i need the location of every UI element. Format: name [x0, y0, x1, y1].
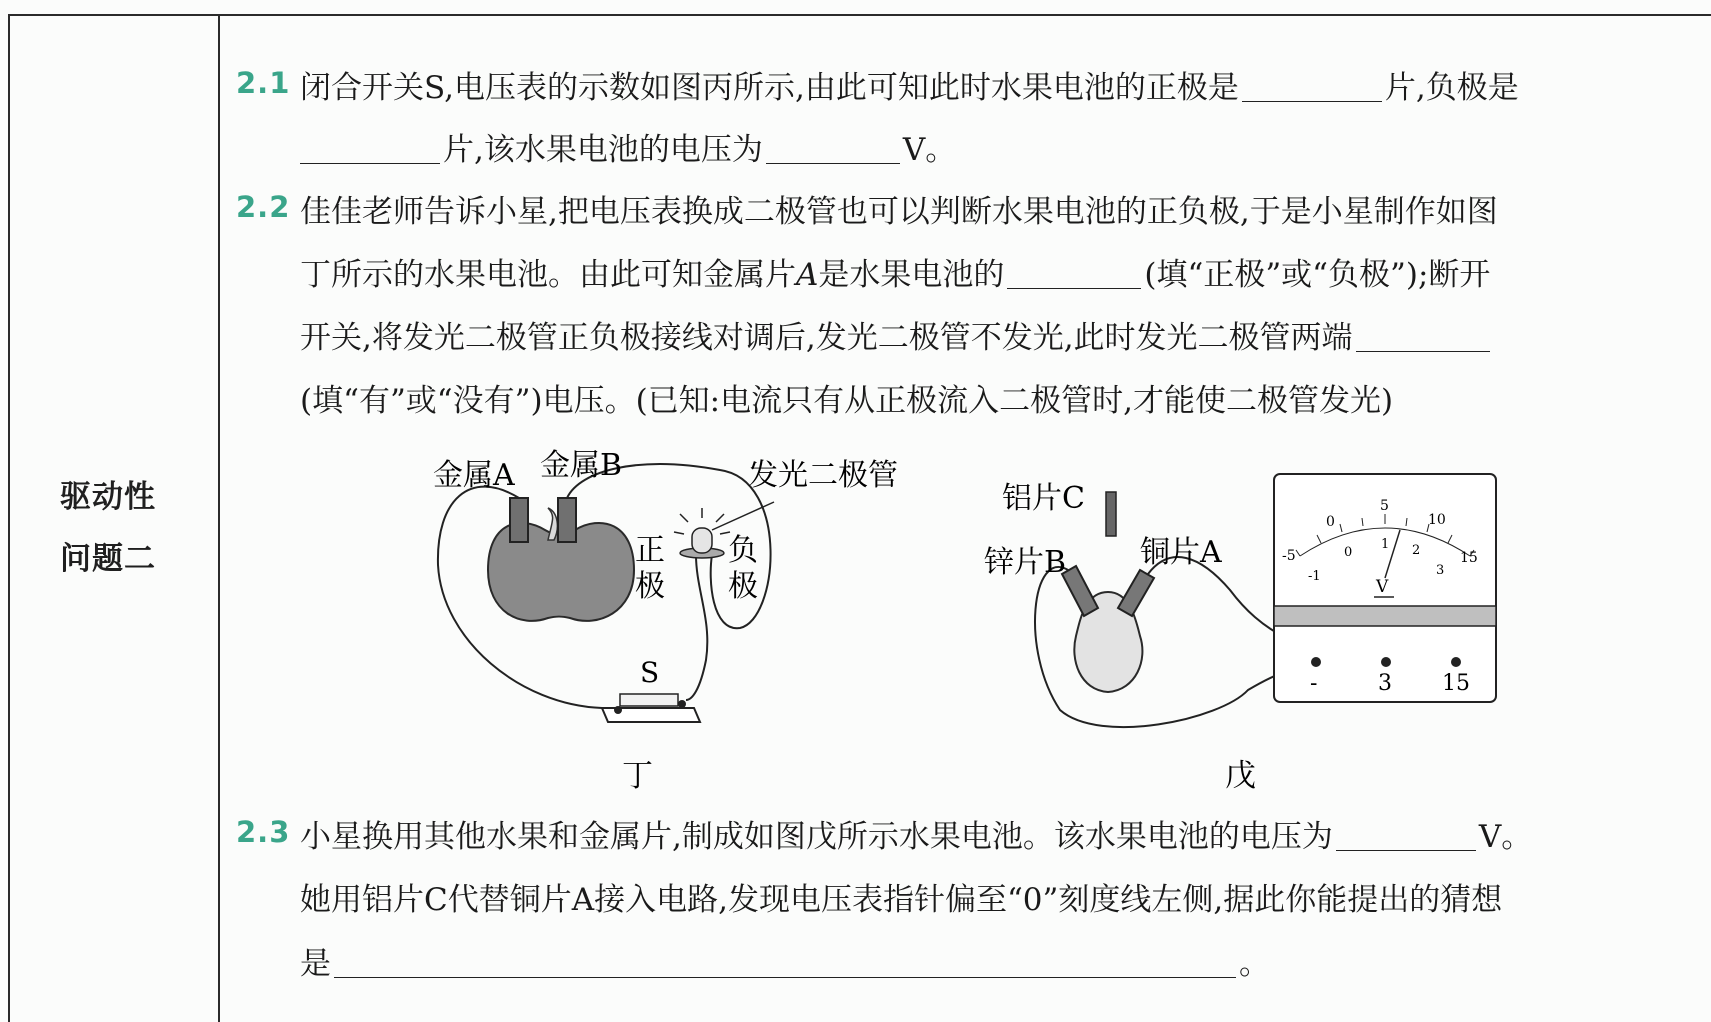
q21-text-2b: V。 — [902, 132, 957, 168]
zinc-plate-b — [1062, 566, 1098, 616]
lower-tick-1: -1 — [1308, 569, 1321, 584]
q23-text-3b: 。 — [1239, 946, 1270, 982]
terminal-three — [1381, 657, 1391, 667]
label-zinc-b: 锌片B — [984, 545, 1067, 580]
label-positive-1: 正 — [635, 533, 665, 568]
question-number-2-1: 2.1 — [236, 66, 291, 100]
caption-wu: 戊 — [1225, 758, 1256, 794]
terminal-minus — [1311, 657, 1321, 667]
q23-line-2: 她用铝片C代替铜片A接入电路,发现电压表指针偏至“0”刻度线左侧,据此你能提出的猜想 — [300, 882, 1503, 918]
side-label-line-1: 驱动性 — [60, 479, 156, 515]
upper-tick-2: 0 — [1326, 514, 1335, 530]
switch-terminal-right — [678, 700, 686, 708]
label-positive-2: 极 — [635, 569, 665, 604]
aluminum-plate-c — [1106, 492, 1116, 536]
upper-tick-5: 15 — [1460, 550, 1478, 566]
q22-text-3: 开关,将发光二极管正负极接线对调后,发光二极管不发光,此时发光二极管两端 — [300, 320, 1353, 356]
terminal-label-minus: - — [1310, 671, 1318, 696]
lower-tick-5: 3 — [1436, 563, 1445, 578]
upper-tick-4: 10 — [1428, 512, 1446, 528]
upper-tick-1: -5 — [1282, 548, 1296, 564]
q22-line-1: 佳佳老师告诉小星,把电压表换成二极管也可以判断水果电池的正负极,于是小星制作如图 — [300, 194, 1498, 230]
label-negative-1: 负 — [728, 533, 758, 568]
figure-wu — [984, 474, 1496, 794]
q23-text-1a: 小星换用其他水果和金属片,制成如图戊所示水果电池。该水果电池的电压为 — [300, 819, 1333, 855]
voltmeter-band — [1274, 606, 1496, 626]
q23-text-3a: 是 — [300, 946, 331, 982]
q21-text-1b: 片,负极是 — [1384, 70, 1519, 106]
switch-knife — [620, 694, 678, 706]
terminal-label-fifteen: 15 — [1442, 671, 1470, 696]
q22-text-2a: 丁所示的水果电池。由此可知金属片 — [300, 257, 796, 293]
q22-line-4: (填“有”或“没有”)电压。(已知:电流只有从正极流入二极管时,才能使二极管发光) — [300, 383, 1394, 419]
q22-text-2b: 是水果电池的 — [818, 257, 1005, 293]
q22-var-a: A — [796, 257, 819, 293]
lower-tick-2: 0 — [1344, 545, 1353, 560]
question-number-2-3: 2.3 — [236, 815, 291, 849]
q21-text-2a: 片,该水果电池的电压为 — [443, 132, 763, 168]
label-copper-a: 铜片A — [1140, 535, 1222, 570]
label-negative-2: 极 — [728, 569, 758, 604]
label-switch: S — [640, 656, 660, 689]
terminal-fifteen — [1451, 657, 1461, 667]
metal-b-plate — [558, 498, 576, 542]
q23-line-3 — [300, 942, 1270, 986]
switch-terminal-left — [614, 706, 622, 714]
copper-plate-a — [1118, 570, 1154, 616]
label-metal-a: 金属A — [433, 458, 515, 493]
side-label-line-2: 问题二 — [60, 541, 156, 577]
q21-text-1a: 闭合开关S,电压表的示数如图丙所示,由此可知此时水果电池的正极是 — [300, 70, 1239, 106]
apple-stem — [548, 508, 557, 540]
lower-tick-3: 1 — [1381, 537, 1390, 552]
unit-label: V — [1376, 577, 1389, 597]
label-led: 发光二极管 — [748, 458, 898, 493]
q23-text-1b: V。 — [1478, 819, 1533, 855]
question-number-2-2: 2.2 — [236, 190, 291, 224]
lower-tick-4: 2 — [1412, 543, 1421, 558]
label-aluminum-c: 铝片C — [1002, 481, 1085, 516]
answer-blank-hypothesis[interactable] — [334, 947, 1236, 978]
figure-ding — [433, 448, 898, 794]
metal-a-plate — [510, 498, 528, 542]
wire-led-switch — [686, 555, 707, 700]
terminal-label-three: 3 — [1378, 671, 1392, 696]
led-body — [692, 528, 712, 553]
caption-ding: 丁 — [622, 758, 653, 794]
answer-blank-voltage-2[interactable] — [1336, 820, 1476, 851]
label-metal-b: 金属B — [540, 448, 623, 483]
q22-text-2c: (填“正极”或“负极”);断开 — [1144, 257, 1491, 293]
upper-tick-3: 5 — [1380, 498, 1389, 514]
q23-line-1 — [300, 815, 1532, 859]
